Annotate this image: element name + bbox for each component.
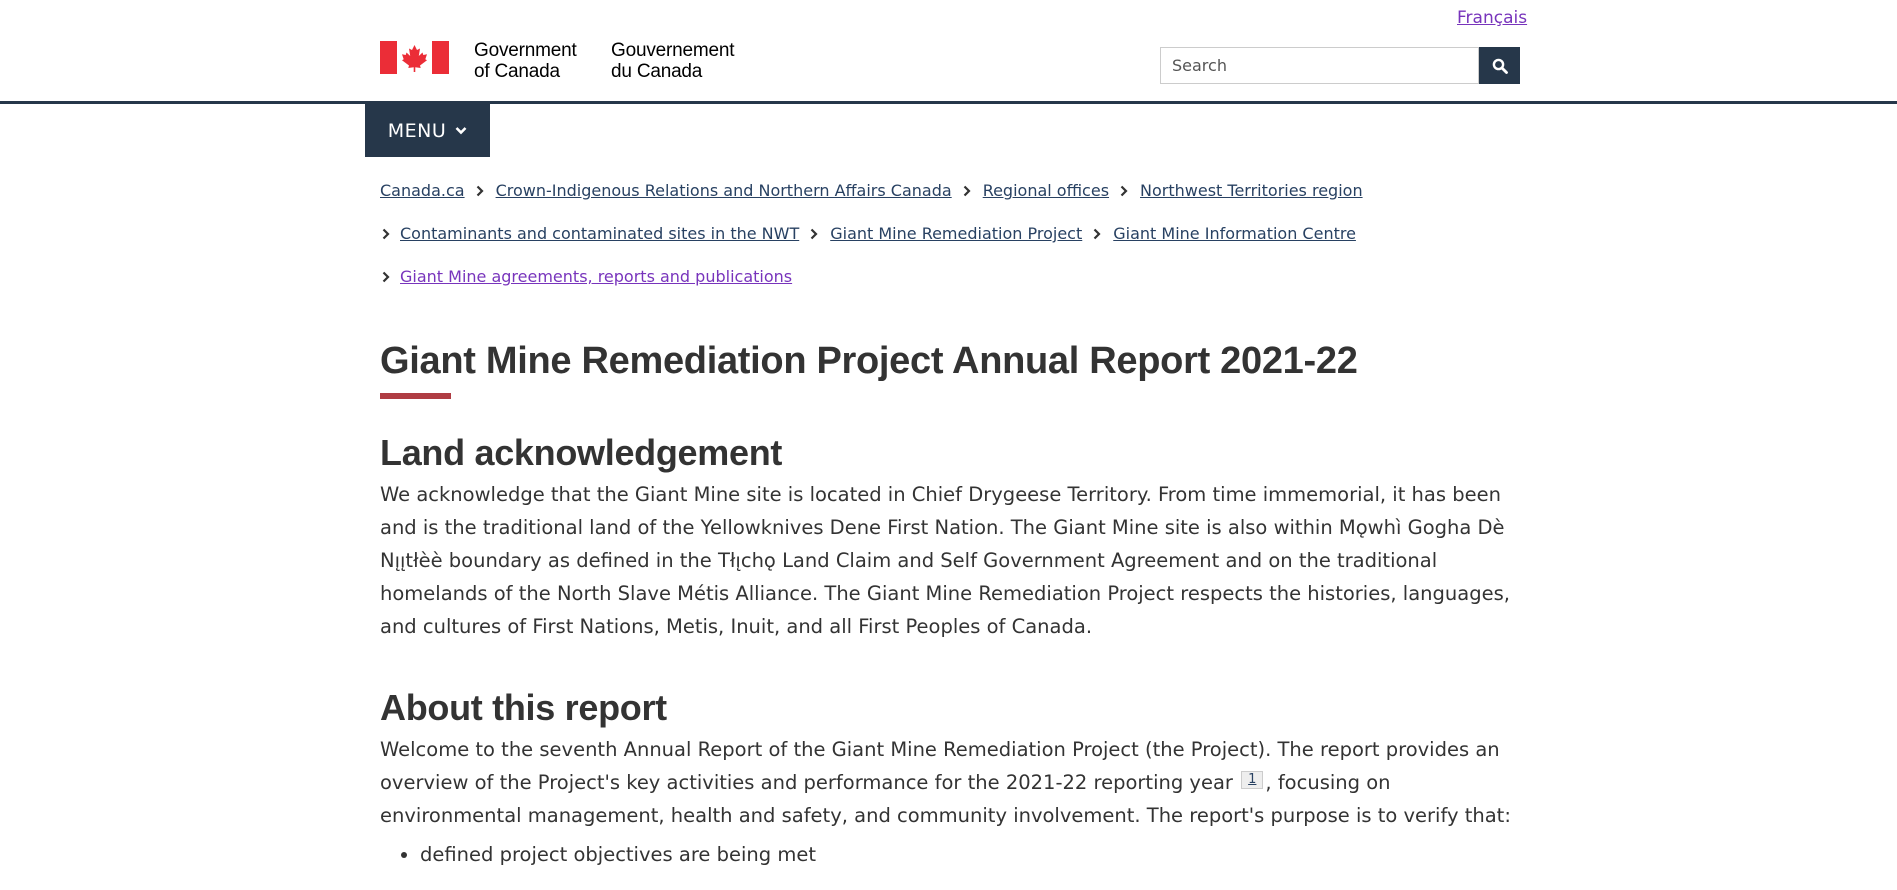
about-text-part: , focusing on environmental management, health and safety, and community involvement. The report's purpose is to verify that: — [380, 771, 1511, 827]
breadcrumb-row — [380, 224, 1356, 243]
breadcrumb-link[interactable]: Crown-Indigenous Relations and Northern Affairs Canada — [495, 181, 952, 200]
brand-fr-line2: du Canada — [611, 61, 703, 82]
chevron-right-icon — [476, 185, 484, 197]
chevron-right-icon — [382, 271, 390, 283]
search-input[interactable] — [1160, 47, 1479, 84]
title-underline — [380, 393, 451, 399]
section-heading: Land acknowledgement — [380, 432, 783, 473]
objectives-list — [380, 838, 1520, 871]
land-acknowledgement-section — [380, 432, 1520, 643]
brand-english — [474, 40, 606, 82]
brand-en-line1: Government — [474, 40, 577, 61]
chevron-right-icon — [1093, 228, 1101, 240]
breadcrumb-link[interactable]: Giant Mine Information Centre — [1113, 224, 1356, 243]
breadcrumb-link[interactable]: Northwest Territories region — [1140, 181, 1363, 200]
menu-button[interactable] — [365, 104, 490, 157]
about-report-section — [380, 687, 1520, 871]
chevron-right-icon — [1120, 185, 1128, 197]
section-heading: About this report — [380, 687, 667, 728]
chevron-right-icon — [382, 228, 390, 240]
search-button[interactable] — [1479, 47, 1520, 84]
site-header — [0, 0, 1897, 104]
breadcrumb-link[interactable]: Regional offices — [982, 181, 1110, 200]
breadcrumb-row — [380, 267, 792, 286]
government-of-canada-signature[interactable] — [380, 40, 734, 82]
chevron-right-icon — [810, 228, 818, 240]
page-title: Giant Mine Remediation Project Annual Report 2021-22 — [380, 340, 1358, 382]
breadcrumb-row — [380, 181, 1363, 200]
brand-en-line2: of Canada — [474, 61, 560, 82]
search-icon — [1492, 58, 1508, 74]
breadcrumb-link[interactable]: Giant Mine Remediation Project — [830, 224, 1083, 243]
about-text-part: Welcome to the seventh Annual Report of the Giant Mine Remediation Project (the Project). The report provides an overview of the Project's key activities and performance for the 2021-22 reporting year — [380, 738, 1500, 794]
chevron-right-icon — [963, 185, 971, 197]
canada-flag-icon — [380, 41, 449, 74]
page-title-block — [380, 340, 1520, 399]
about-report-text — [380, 733, 1520, 832]
brand-fr-line1: Gouvernement — [611, 40, 735, 61]
search-form — [1160, 47, 1520, 84]
breadcrumb-link[interactable]: Giant Mine agreements, reports and publications — [400, 267, 793, 286]
chevron-down-icon — [455, 126, 467, 135]
land-acknowledgement-text: We acknowledge that the Giant Mine site is located in Chief Drygeese Territory. From time immemorial, it has been and is the traditional land of the Yellowknives Dene First Nation. The Giant Mine site is also within Mǫwhì Gogha Dè Nı̨ı̨tłèè boundary as defined in the Tłı̨chǫ Land Claim and Self Government Agreement and on the traditional homelands of the North Slave Métis Alliance. The Giant Mine Remediation Project respects the histories, languages, and cultures of First Nations, Metis, Inuit, and all First Peoples of Canada. — [380, 483, 1510, 638]
brand-french — [611, 40, 734, 82]
breadcrumb-link[interactable]: Contaminants and contaminated sites in the NWT — [400, 224, 800, 243]
list-item: • defined project objectives are being met — [420, 838, 1520, 871]
breadcrumb-link[interactable]: Canada.ca — [380, 181, 465, 200]
menu-label: MENU — [387, 119, 447, 142]
footnote-link[interactable]: 1 — [1241, 771, 1263, 789]
language-toggle-link[interactable]: Français — [1457, 8, 1528, 28]
